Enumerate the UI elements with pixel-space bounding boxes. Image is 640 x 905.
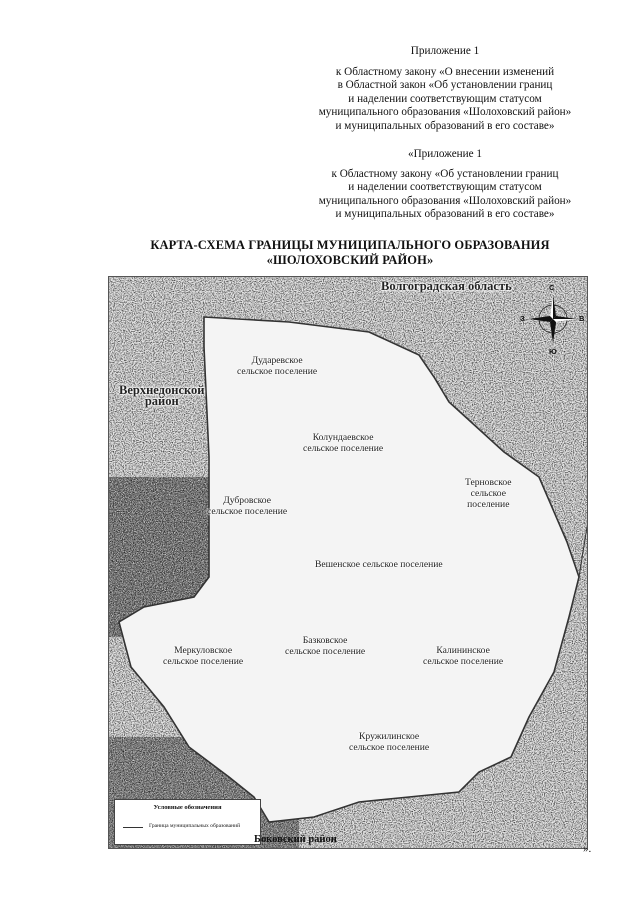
- legend-boundary-label: Граница муниципальных образований: [149, 823, 241, 829]
- label-kolundaevskoe: Колундаевское сельское поселение: [303, 432, 384, 454]
- original-appendix-title: «Приложение 1: [407, 148, 483, 160]
- map-legend: [114, 799, 261, 845]
- appendix-title: Приложение 1: [410, 45, 480, 57]
- compass-rose: [521, 281, 585, 359]
- appendix-text: к Областному закону «О внесении изменений в Областной закон «Об установлении границ и наделении соответствующим статусом муниципального образования «Шолоховский район» и муниципальных образований в его составе»: [318, 66, 572, 132]
- label-kruzhilinskoe: Кружилинское сельское поселение: [349, 731, 430, 753]
- compass-east: В: [579, 314, 585, 323]
- original-appendix-text: к Областному закону «Об установлении границ и наделении соответствующим статусом муниципального образования «Шолоховский район» и муниципальных образований в его составе»: [318, 168, 572, 221]
- compass-north: С: [549, 283, 555, 292]
- region-label-north: Волгоградская область: [381, 279, 512, 293]
- label-kalininskoe: Калининское сельское поселение: [423, 645, 504, 667]
- region-label-west: Верхнедонской район: [119, 383, 205, 408]
- label-bazkovskoe: Базковское сельское поселение: [285, 635, 366, 657]
- closing-mark: ».: [583, 843, 592, 855]
- legend-boundary-line: [123, 827, 143, 828]
- region-label-south: Боковский район: [254, 834, 337, 845]
- compass-west: З: [520, 314, 525, 323]
- label-merkulovskoe: Меркуловское сельское поселение: [163, 645, 244, 667]
- map-title: КАРТА-СХЕМА ГРАНИЦЫ МУНИЦИПАЛЬНОГО ОБРАЗОВАНИЯ «ШОЛОХОВСКИЙ РАЙОН»: [150, 238, 550, 267]
- legend-title: Условные обозначения: [153, 804, 222, 811]
- label-veshenskoe: Вешенское сельское поселение: [315, 559, 443, 570]
- label-dudarevskoe: Дударевское сельское поселение: [237, 355, 318, 377]
- label-dubrovskoe: Дубровское сельское поселение: [207, 495, 288, 517]
- compass-south: Ю: [549, 347, 557, 356]
- district-map: [108, 276, 588, 849]
- label-terkovskoe: Терновское сельское поселение: [465, 477, 512, 510]
